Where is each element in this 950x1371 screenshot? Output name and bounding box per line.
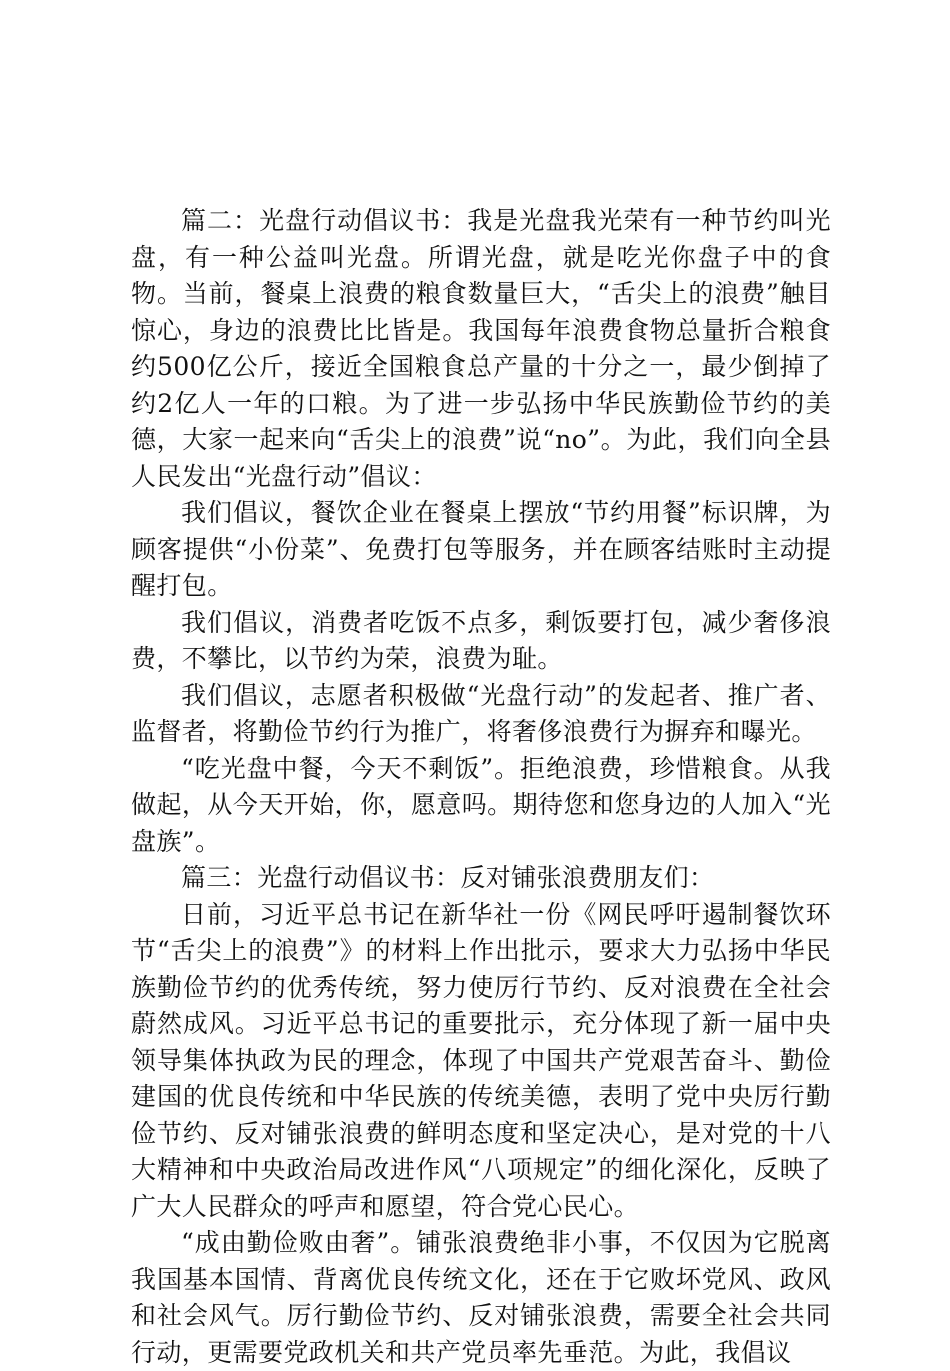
paragraph-slogan: “吃光盘中餐，今天不剩饭”。拒绝浪费，珍惜粮食。从我做起，从今天开始，你，愿意吗。期待您和您身边的人加入“光盘族”。: [131, 753, 831, 856]
paragraph-section-two-intro: 篇二：光盘行动倡议书：我是光盘我光荣有一种节约叫光盘，有一种公益叫光盘。所谓光盘，就是吃光你盘子中的食物。当前，餐桌上浪费的粮食数量巨大，“舌尖上的浪费”触目惊心，身边的浪费比比皆是。我国每年浪费食物总量折合粮食约500亿公斤，接近全国粮食总产量的十分之一，最少倒掉了约2亿人一年的口粮。为了进一步弘扬中华民族勤俭节约的美德，大家一起来向“舌尖上的浪费”说“no”。为此，我们向全县人民发出“光盘行动”倡议：: [131, 206, 831, 491]
paragraph-proposal-consumers: 我们倡议，消费者吃饭不点多，剩饭要打包，减少奢侈浪费，不攀比，以节约为荣，浪费为耻。: [131, 607, 831, 673]
paragraph-proposal-restaurants: 我们倡议，餐饮企业在餐桌上摆放“节约用餐”标识牌，为顾客提供“小份菜”、免费打包等服务，并在顾客结账时主动提醒打包。: [131, 498, 831, 600]
document-body: [131, 203, 831, 1371]
paragraph-frugality: “成由勤俭败由奢”。铺张浪费绝非小事，不仅因为它脱离我国基本国情、背离优良传统文化，还在于它败坏党风、政风和社会风气。厉行勤俭节约、反对铺张浪费，需要全社会共同行动，更需要党政机关和共产党员率先垂范。为此，我倡议: [131, 1228, 831, 1367]
paragraph-proposal-volunteers: 我们倡议，志愿者积极做“光盘行动”的发起者、推广者、监督者，将勤俭节约行为推广，将奢侈浪费行为摒弃和曝光。: [131, 680, 831, 746]
section-three-heading: 篇三：光盘行动倡议书：反对铺张浪费朋友们：: [181, 863, 715, 892]
paragraph-instruction: 日前，习近平总书记在新华社一份《网民呼吁遏制餐饮环节“舌尖上的浪费”》的材料上作出批示，要求大力弘扬中华民族勤俭节约的优秀传统，努力使厉行节约、反对浪费在全社会蔚然成风。习近平总书记的重要批示，充分体现了新一届中央领导集体执政为民的理念，体现了中国共产党艰苦奋斗、勤俭建国的优良传统和中华民族的传统美德，表明了党中央厉行勤俭节约、反对铺张浪费的鲜明态度和坚定决心，是对党的十八大精神和中央政治局改进作风“八项规定”的细化深化，反映了广大人民群众的呼声和愿望，符合党心民心。: [131, 899, 831, 1221]
